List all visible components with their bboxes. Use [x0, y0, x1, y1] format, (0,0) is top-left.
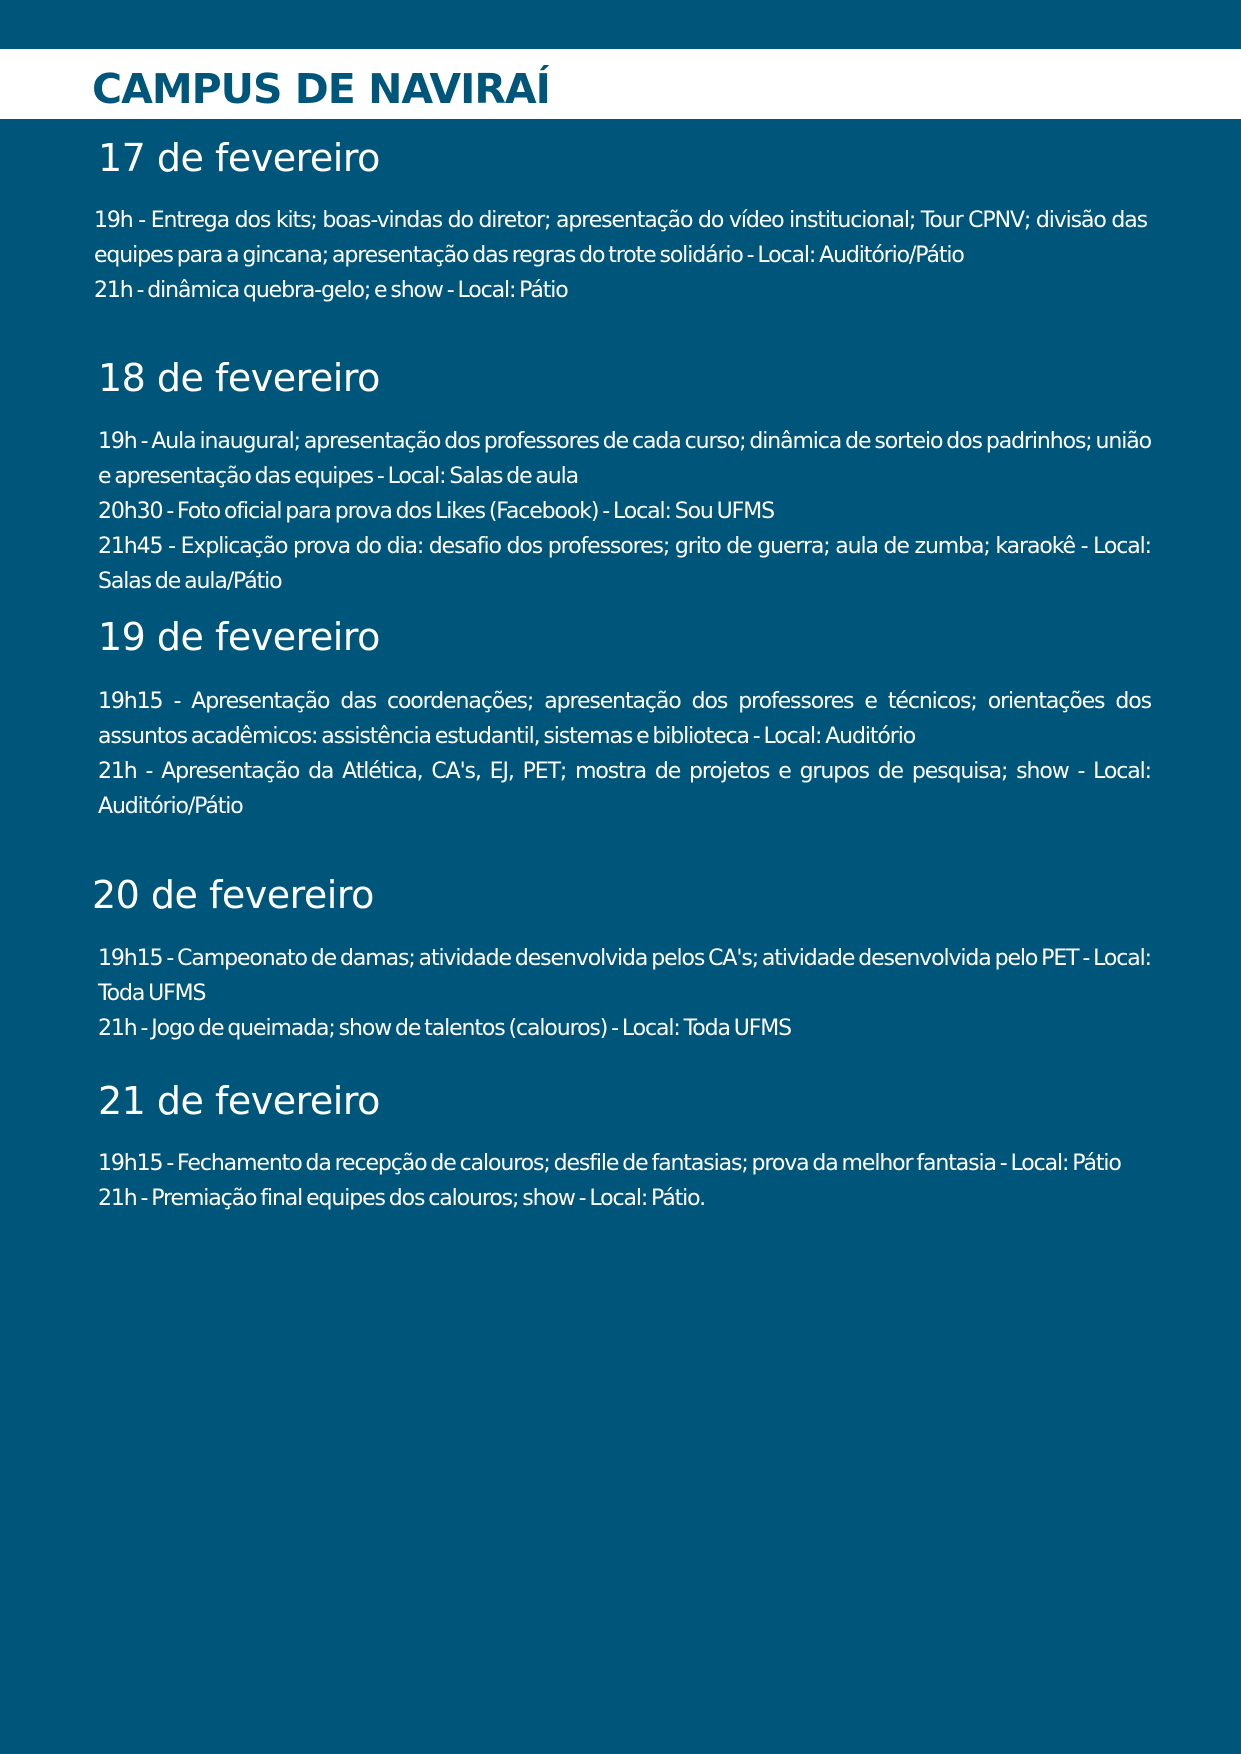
- day-schedule-17: [94, 203, 1147, 308]
- schedule-item: 21h - Jogo de queimada; show de talentos (calouros) - Local: Toda UFMS: [98, 1016, 792, 1041]
- schedule-item: 21h - dinâmica quebra-gelo; e show - Local: Pátio: [94, 278, 568, 303]
- schedule-item: 21h45 - Explicação prova do dia: desafio dos professores; grito de guerra; aula de zumba; karaokê - Local: Salas de aula/Pátio: [98, 534, 1151, 594]
- schedule-item: 19h15 - Apresentação das coordenações; apresentação dos professores e técnicos; orientações dos assuntos acadêmicos: assistência estudantil, sistemas e biblioteca - Local: Auditório: [98, 689, 1151, 749]
- day-title-20: 20 de fevereiro: [92, 873, 374, 917]
- schedule-item: 21h - Premiação final equipes dos calouros; show - Local: Pátio.: [98, 1186, 706, 1211]
- day-title-21: 21 de fevereiro: [98, 1079, 380, 1123]
- schedule-item: 19h - Aula inaugural; apresentação dos professores de cada curso; dinâmica de sorteio dos padrinhos; união e apresentação das equipes - Local: Salas de aula: [98, 429, 1151, 489]
- day-title-18: 18 de fevereiro: [98, 356, 380, 400]
- day-title-19: 19 de fevereiro: [98, 615, 380, 659]
- day-schedule-21: [98, 1146, 1151, 1216]
- day-schedule-19: [98, 684, 1151, 824]
- page-title: CAMPUS DE NAVIRAÍ: [92, 65, 550, 113]
- day-schedule-18: [98, 424, 1151, 599]
- schedule-item: 19h15 - Campeonato de damas; atividade desenvolvida pelos CA's; atividade desenvolvida pelo PET - Local: Toda UFMS: [98, 946, 1151, 1006]
- schedule-item: 19h15 - Fechamento da recepção de calouros; desfile de fantasias; prova da melhor fantasia - Local: Pátio: [98, 1151, 1121, 1176]
- day-title-17: 17 de fevereiro: [98, 136, 380, 180]
- schedule-item: 21h - Apresentação da Atlética, CA's, EJ, PET; mostra de projetos e grupos de pesquisa; show - Local: Auditório/Pátio: [98, 759, 1151, 819]
- day-schedule-20: [98, 941, 1151, 1046]
- schedule-item: 20h30 - Foto oficial para prova dos Likes (Facebook) - Local: Sou UFMS: [98, 499, 774, 524]
- schedule-item: 19h - Entrega dos kits; boas-vindas do diretor; apresentação do vídeo institucional; Tour CPNV; divisão das equipes para a gincana; apresentação das regras do trote solidário - Local: Auditório/Pátio: [94, 208, 1147, 268]
